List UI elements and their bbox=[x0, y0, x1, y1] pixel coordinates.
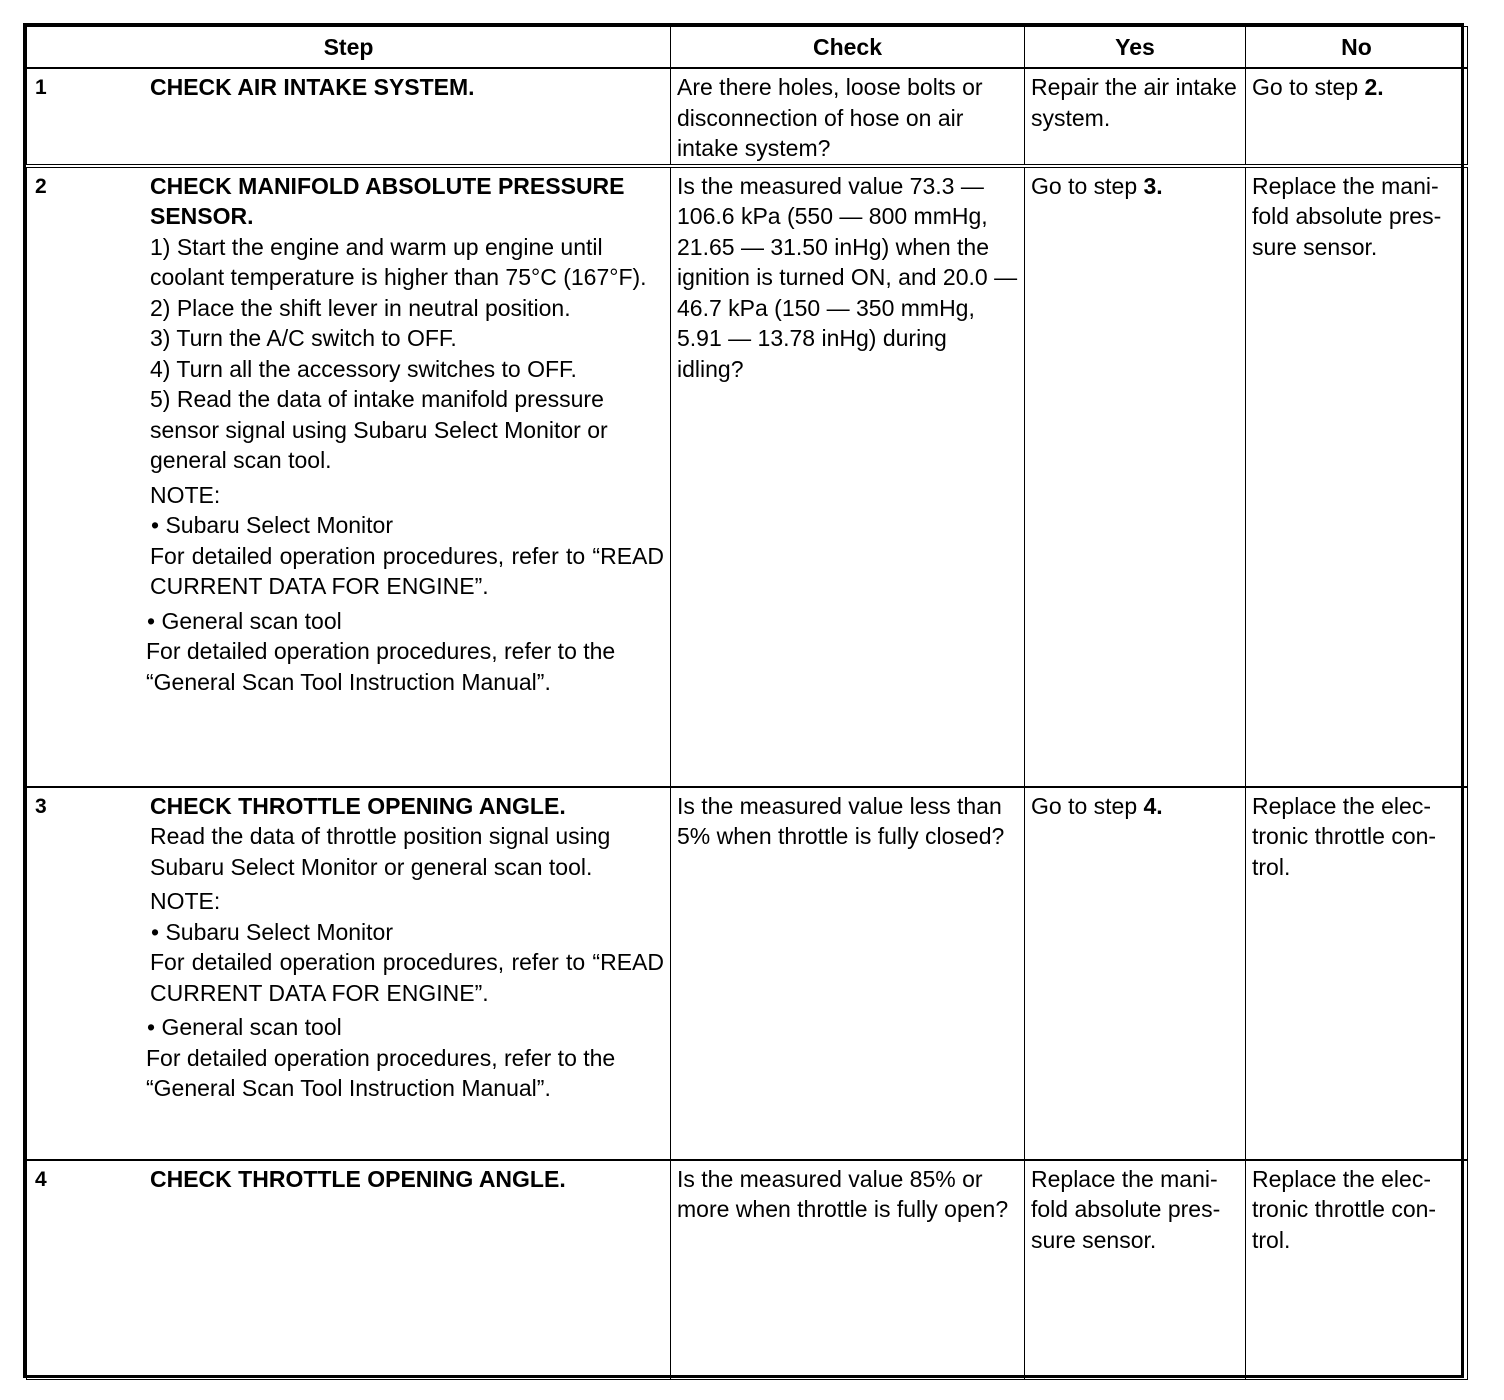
diagnostic-table bbox=[26, 26, 1468, 1380]
bullet-item: • General scan tool bbox=[147, 1014, 342, 1040]
step-cell bbox=[27, 166, 671, 787]
no-cell bbox=[1246, 166, 1468, 787]
yes-cell bbox=[1025, 787, 1246, 1160]
yes-text: Repair the air intake system. bbox=[1031, 74, 1237, 131]
check-cell bbox=[671, 787, 1025, 1160]
no-cell bbox=[1246, 787, 1468, 1160]
diagnostic-table-frame bbox=[23, 23, 1464, 1378]
step-title: CHECK AIR INTAKE SYSTEM. bbox=[150, 74, 475, 100]
header-yes: Yes bbox=[1025, 27, 1246, 69]
step-cell bbox=[27, 787, 671, 1160]
step-reference: 4. bbox=[1143, 792, 1163, 819]
no-text: Replace the mani-fold absolute pres-sure sensor. bbox=[1252, 172, 1442, 260]
step-reference: 3. bbox=[1143, 172, 1163, 199]
no-text: Replace the elec-tronic throttle con-trol. bbox=[1252, 792, 1437, 880]
yes-prefix: Go to step bbox=[1031, 792, 1144, 819]
header-step: Step bbox=[27, 27, 671, 69]
check-cell bbox=[671, 68, 1025, 166]
step-cell bbox=[27, 68, 671, 166]
step-title: CHECK THROTTLE OPENING ANGLE. bbox=[150, 1165, 566, 1192]
bullet-item: • General scan tool bbox=[147, 607, 342, 634]
no-cell bbox=[1246, 1160, 1468, 1380]
procedure-text: Read the data of throttle position signal using Subaru Select Monitor or general scan tool. bbox=[150, 823, 611, 880]
procedure-item: 1) Start the engine and warm up engine until coolant temperature is higher than 75°C (167°F). bbox=[150, 233, 647, 290]
procedure-item: 3) Turn the A/C switch to OFF. bbox=[150, 325, 457, 351]
bullet-item: • Subaru Select Monitor bbox=[151, 918, 394, 945]
note-text: For detailed operation procedures, refer to the “General Scan Tool Instruction Manual”. bbox=[146, 638, 616, 695]
note-label: NOTE: bbox=[150, 481, 221, 508]
yes-text bbox=[1025, 168, 1245, 202]
check-text: Is the measured value 85% or more when throttle is fully open? bbox=[677, 1165, 1009, 1222]
no-prefix: Go to step bbox=[1252, 74, 1365, 100]
step-title: CHECK MANIFOLD ABSOLUTE PRESSURE SENSOR. bbox=[150, 172, 625, 229]
step-number: 3 bbox=[35, 794, 47, 818]
yes-text: Replace the mani-fold absolute pres-sure sensor. bbox=[1031, 1165, 1221, 1253]
note-text: For detailed operation procedures, refer to the “General Scan Tool Instruction Manual”. bbox=[146, 1044, 616, 1101]
header-check: Check bbox=[671, 27, 1025, 69]
step-number: 2 bbox=[35, 174, 47, 198]
yes-cell bbox=[1025, 68, 1246, 166]
check-cell bbox=[671, 166, 1025, 787]
step-number: 4 bbox=[35, 1167, 47, 1191]
step-title: CHECK THROTTLE OPENING ANGLE. bbox=[150, 792, 566, 819]
table-row bbox=[27, 166, 1468, 787]
note-text: For detailed operation procedures, refer to “READ CURRENT DATA FOR ENGINE”. bbox=[150, 542, 664, 599]
table-row bbox=[27, 1160, 1468, 1380]
no-text: Replace the elec-tronic throttle con-trol. bbox=[1252, 1165, 1437, 1253]
check-text: Are there holes, loose bolts or disconnection of hose on air intake system? bbox=[677, 74, 983, 161]
check-text: Is the measured value less than 5% when throttle is fully closed? bbox=[677, 792, 1005, 849]
table-row bbox=[27, 68, 1468, 166]
no-text bbox=[1246, 69, 1467, 103]
step-number: 1 bbox=[35, 76, 47, 99]
bullet-item: • Subaru Select Monitor bbox=[151, 512, 394, 538]
yes-text bbox=[1025, 788, 1245, 822]
note-block bbox=[146, 886, 664, 1104]
step-cell bbox=[27, 1160, 671, 1380]
procedure-item: 4) Turn all the accessory switches to OFF. bbox=[150, 355, 577, 382]
note-text: For detailed operation procedures, refer to “READ CURRENT DATA FOR ENGINE”. bbox=[150, 949, 664, 1006]
step-reference: 2. bbox=[1364, 74, 1384, 100]
yes-cell bbox=[1025, 166, 1246, 787]
header-row bbox=[27, 27, 1468, 69]
note-label: NOTE: bbox=[150, 888, 221, 914]
header-no: No bbox=[1246, 27, 1468, 69]
yes-prefix: Go to step bbox=[1031, 172, 1144, 199]
check-text: Is the measured value 73.3 — 106.6 kPa (550 — 800 mmHg, 21.65 — 31.50 inHg) when the ignition is turned ON, and 20.0 — 46.7 kPa (150 — 350 mmHg, 5.91 — 13.78 inHg) during idling? bbox=[677, 172, 1018, 382]
procedure-item: 5) Read the data of intake manifold pressure sensor signal using Subaru Select Monitor or general scan tool. bbox=[150, 386, 608, 473]
yes-cell bbox=[1025, 1160, 1246, 1380]
procedure-item: 2) Place the shift lever in neutral position. bbox=[150, 294, 571, 321]
check-cell bbox=[671, 1160, 1025, 1380]
note-block bbox=[146, 480, 664, 698]
no-cell bbox=[1246, 68, 1468, 166]
table-row bbox=[27, 787, 1468, 1160]
